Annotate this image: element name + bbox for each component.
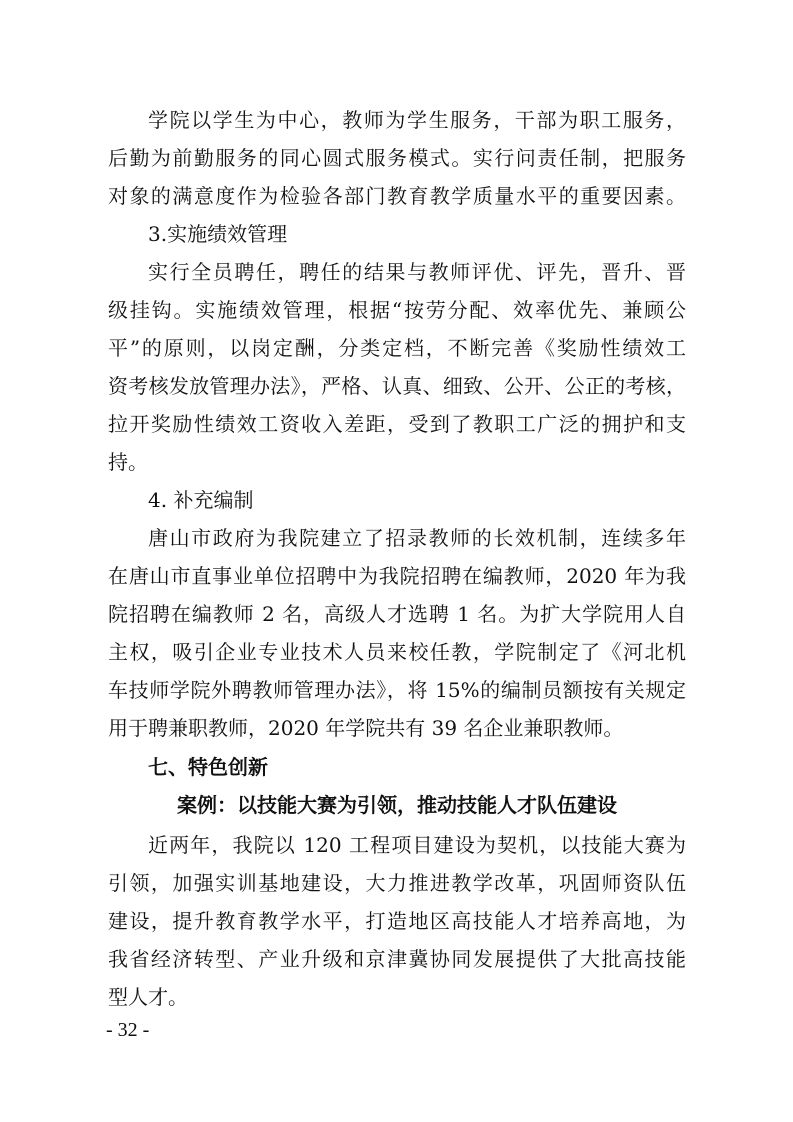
paragraph-2-line-2: 级挂钩。实施绩效管理，根据“按劳分配、效率优先、兼顾公 bbox=[108, 298, 686, 322]
paragraph-3-line-2: 在唐山市直事业单位招聘中为我院招聘在编教师，2020 年为我 bbox=[108, 564, 686, 588]
paragraph-2-line-1: 实行全员聘任，聘任的结果与教师评优、评先，晋升、晋 bbox=[148, 260, 686, 284]
paragraph-3-line-5: 车技师学院外聘教师管理办法》，将 15%的编制员额按有关规定 bbox=[108, 678, 686, 702]
section-heading-3: 3.实施绩效管理 bbox=[148, 222, 288, 246]
paragraph-4-line-4: 我省经济转型、产业升级和京津冀协同发展提供了大批高技能 bbox=[108, 947, 686, 971]
paragraph-3-line-4: 主权，吸引企业专业技术人员来校任教，学院制定了《河北机 bbox=[108, 640, 686, 664]
paragraph-1-line-2: 后勤为前勤服务的同心圆式服务模式。实行问责任制，把服务 bbox=[108, 146, 686, 170]
paragraph-2-line-4: 资考核发放管理办法》，严格、认真、细致、公开、公正的考核， bbox=[108, 374, 686, 398]
paragraph-2-line-5: 拉开奖励性绩效工资收入差距，受到了教职工广泛的拥护和支 bbox=[108, 412, 686, 436]
paragraph-1-line-3: 对象的满意度作为检验各部门教育教学质量水平的重要因素。 bbox=[108, 184, 686, 208]
paragraph-4-line-5: 型人才。 bbox=[108, 985, 188, 1009]
paragraph-2-line-3: 平”的原则，以岗定酬，分类定档，不断完善《奖励性绩效工 bbox=[108, 336, 686, 360]
case-title: 案例：以技能大赛为引领，推动技能人才队伍建设 bbox=[177, 793, 617, 817]
paragraph-3-line-6: 用于聘兼职教师，2020 年学院共有 39 名企业兼职教师。 bbox=[108, 716, 624, 740]
page-number: - 32 - bbox=[106, 1019, 150, 1041]
paragraph-4-line-3: 建设，提升教育教学水平，打造地区高技能人才培养高地，为 bbox=[108, 909, 686, 933]
paragraph-3-line-3: 院招聘在编教师 2 名，高级人才选聘 1 名。为扩大学院用人自 bbox=[108, 602, 686, 626]
paragraph-4-line-1: 近两年，我院以 120 工程项目建设为契机，以技能大赛为 bbox=[148, 833, 686, 857]
paragraph-4-line-2: 引领，加强实训基地建设，大力推进教学改革，巩固师资队伍 bbox=[108, 871, 686, 895]
section-heading-4: 4. 补充编制 bbox=[148, 488, 254, 512]
paragraph-1-line-1: 学院以学生为中心，教师为学生服务，干部为职工服务， bbox=[148, 108, 686, 132]
paragraph-3-line-1: 唐山市政府为我院建立了招录教师的长效机制，连续多年 bbox=[148, 526, 686, 550]
paragraph-2-line-6: 持。 bbox=[108, 450, 148, 474]
section-heading-7: 七、特色创新 bbox=[148, 755, 268, 779]
